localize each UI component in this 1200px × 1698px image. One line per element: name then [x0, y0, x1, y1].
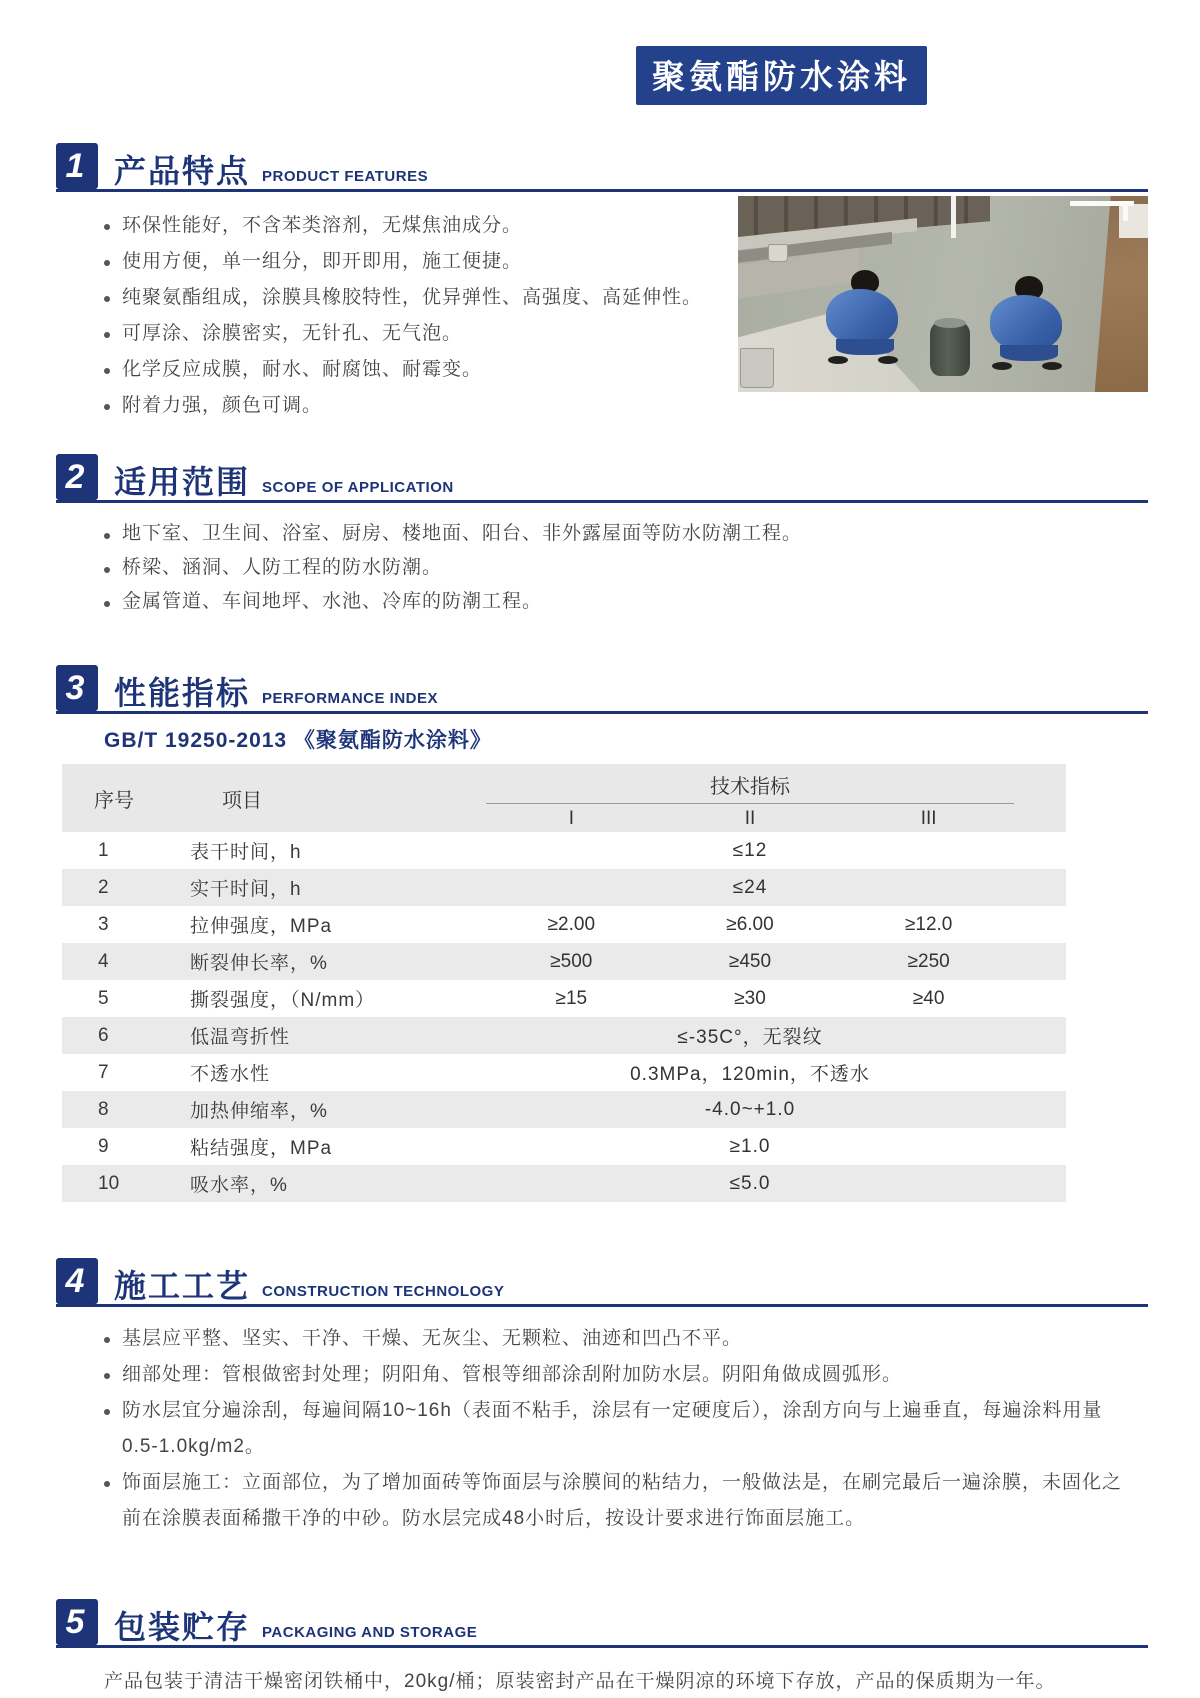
col-header-III: III — [920, 808, 937, 829]
performance-table — [62, 764, 1066, 1202]
cell-no: 2 — [98, 876, 109, 898]
cell-value: ≤24 — [732, 876, 768, 898]
section-subtitle: PERFORMANCE INDEX — [262, 690, 439, 707]
table-header — [62, 764, 1066, 832]
page-title-banner: 聚氨酯防水涂料 — [636, 46, 927, 105]
list-item: 使用方便，单一组分，即开即用，施工便捷。 — [104, 244, 704, 280]
worker-shoe — [992, 362, 1012, 370]
section-5-header — [56, 1599, 1148, 1648]
cell-value: ≥450 — [728, 950, 772, 972]
cell-item: 粘结强度，MPa — [190, 1138, 333, 1159]
worker-shoe — [878, 356, 898, 364]
pole — [951, 196, 956, 238]
material-barrel — [930, 322, 970, 376]
list-item: 饰面层施工：立面部位，为了增加面砖等饰面层与涂膜间的粘结力，一般做法是，在刷完最后一遍涂膜，未固化之前在涂膜表面稀撒干净的中砂。防水层完成48小时后，按设计要求进行饰面层施工。 — [104, 1465, 1140, 1537]
section-1-header — [56, 143, 1148, 192]
table-row — [62, 943, 1066, 980]
cell-no: 7 — [98, 1061, 109, 1083]
cell-item: 撕裂强度，（N/mm） — [190, 990, 376, 1011]
list-item: 桥梁、涵洞、人防工程的防水防潮。 — [104, 551, 1200, 585]
table-row — [62, 832, 1066, 869]
cell-no: 10 — [98, 1172, 120, 1194]
cell-item: 实干时间，h — [190, 879, 302, 900]
group-title: 技术指标 — [710, 776, 790, 798]
table-row — [62, 1091, 1066, 1128]
cell-no: 9 — [98, 1135, 109, 1157]
col-header-I: I — [568, 808, 574, 829]
cell-value: ≥15 — [555, 987, 588, 1009]
cell-value: ≥40 — [912, 987, 945, 1009]
section-1-content — [0, 196, 1148, 424]
standard-reference: GB/T 19250-2013 《聚氨酯防水涂料》 — [104, 729, 492, 752]
cell-values — [482, 951, 1066, 973]
section-number-badge: 1 — [56, 143, 98, 189]
cell-value: ≥30 — [734, 987, 766, 1009]
worker-shoe — [828, 356, 848, 364]
list-item: 防水层宜分遍涂刮，每遍间隔10~16h（表面不粘手，涂层有一定硬度后），涂刮方向与上遍垂直，每遍涂料用量 0.5-1.0kg/m2。 — [104, 1393, 1140, 1465]
cell-no: 4 — [98, 950, 109, 972]
list-item: 细部处理：管根做密封处理；阴阳角、管根等细部涂刮附加防水层。阴阳角做成圆弧形。 — [104, 1357, 1140, 1393]
cell-item: 表干时间，h — [190, 842, 302, 863]
worker-body — [826, 289, 898, 345]
section-number-badge: 3 — [56, 665, 98, 711]
cell-no: 6 — [98, 1024, 109, 1046]
list-item: 可厚涂、涂膜密实，无针孔、无气泡。 — [104, 316, 704, 352]
cell-item: 不透水性 — [190, 1064, 271, 1085]
section-subtitle: CONSTRUCTION TECHNOLOGY — [262, 1283, 505, 1300]
cell-value: ≤-35C°，无裂纹 — [677, 1027, 823, 1048]
col-header-index: 序号 — [94, 789, 134, 812]
cell-item: 吸水率，% — [190, 1175, 288, 1196]
packaging-text: 产品包装于清洁干燥密闭铁桶中，20kg/桶；原装密封产品在干燥阴凉的环境下存放，产品的保质期为一年。 — [104, 1671, 1056, 1692]
list-item: 化学反应成膜，耐水、耐腐蚀、耐霉变。 — [104, 352, 704, 388]
list-item: 环保性能好，不含苯类溶剂，无煤焦油成分。 — [104, 208, 704, 244]
group-subcolumns — [482, 804, 1018, 832]
table-row — [62, 980, 1066, 1017]
application-list — [104, 517, 1200, 619]
list-item: 地下室、卫生间、浴室、厨房、楼地面、阳台、非外露屋面等防水防潮工程。 — [104, 517, 1200, 551]
paint-bucket — [740, 348, 774, 388]
section-title: 产品特点 — [114, 152, 251, 189]
section-title: 包装贮存 — [114, 1608, 251, 1645]
table-row — [62, 869, 1066, 906]
section-title: 适用范围 — [114, 463, 251, 500]
railing — [1070, 201, 1134, 206]
col-group-tech-index — [482, 764, 1066, 832]
page — [0, 46, 1200, 1692]
cell-value: ≥1.0 — [729, 1135, 771, 1157]
table-row — [62, 1054, 1066, 1091]
section-2-header — [56, 454, 1148, 503]
table-row — [62, 1165, 1066, 1202]
table-row — [62, 1017, 1066, 1054]
cell-value: ≥250 — [907, 950, 950, 972]
cell-value: ≥6.00 — [726, 913, 774, 935]
section-subtitle: PACKAGING AND STORAGE — [262, 1624, 478, 1641]
cell-value: ≥12.0 — [904, 913, 953, 935]
cell-item: 断裂伸长率，% — [190, 953, 328, 974]
product-photo — [738, 196, 1148, 392]
section-subtitle: PRODUCT FEATURES — [262, 168, 429, 185]
list-item: 纯聚氨酯组成，涂膜具橡胶特性，优异弹性、高强度、高延伸性。 — [104, 280, 704, 316]
worker-body — [990, 295, 1062, 351]
section-title: 施工工艺 — [114, 1267, 251, 1304]
worker-figure — [990, 276, 1068, 372]
section-4-header — [56, 1258, 1148, 1307]
section-number-badge: 4 — [56, 1258, 98, 1304]
cell-item: 加热伸缩率，% — [190, 1101, 328, 1122]
table-row — [62, 1128, 1066, 1165]
cell-value: ≤5.0 — [729, 1172, 771, 1194]
table-row — [62, 906, 1066, 943]
section-number-badge: 2 — [56, 454, 98, 500]
cell-value: ≤12 — [732, 839, 768, 861]
section-number-badge: 5 — [56, 1599, 98, 1645]
list-item: 金属管道、车间地坪、水池、冷库的防潮工程。 — [104, 585, 1200, 619]
section-3-header — [56, 665, 1148, 714]
cell-item: 拉伸强度，MPa — [190, 916, 333, 937]
worker-legs — [836, 339, 894, 355]
section-title: 性能指标 — [114, 674, 251, 711]
worker-shoe — [1042, 362, 1062, 370]
construction-list — [104, 1321, 1140, 1537]
list-item: 基层应平整、坚实、干净、干燥、无灰尘、无颗粒、油迹和凹凸不平。 — [104, 1321, 1140, 1357]
cell-values — [482, 914, 1066, 936]
cell-value: ≥500 — [550, 950, 593, 972]
cell-item: 低温弯折性 — [190, 1027, 291, 1048]
feature-list — [104, 208, 704, 424]
cell-no: 3 — [98, 913, 109, 935]
worker-legs — [1000, 345, 1058, 361]
cell-no: 5 — [98, 987, 109, 1009]
cell-value: -4.0~+1.0 — [704, 1098, 796, 1120]
paint-bucket — [768, 244, 788, 262]
section-subtitle: SCOPE OF APPLICATION — [262, 479, 454, 496]
cell-value: 0.3MPa，120min，不透水 — [630, 1064, 870, 1085]
col-header-item: 项目 — [222, 789, 262, 812]
cell-no: 1 — [98, 839, 109, 861]
list-item: 附着力强，颜色可调。 — [104, 388, 704, 424]
col-header-II: II — [744, 808, 756, 829]
cell-values — [482, 988, 1066, 1010]
cell-value: ≥2.00 — [547, 913, 596, 935]
worker-figure — [826, 270, 904, 366]
cell-no: 8 — [98, 1098, 109, 1120]
